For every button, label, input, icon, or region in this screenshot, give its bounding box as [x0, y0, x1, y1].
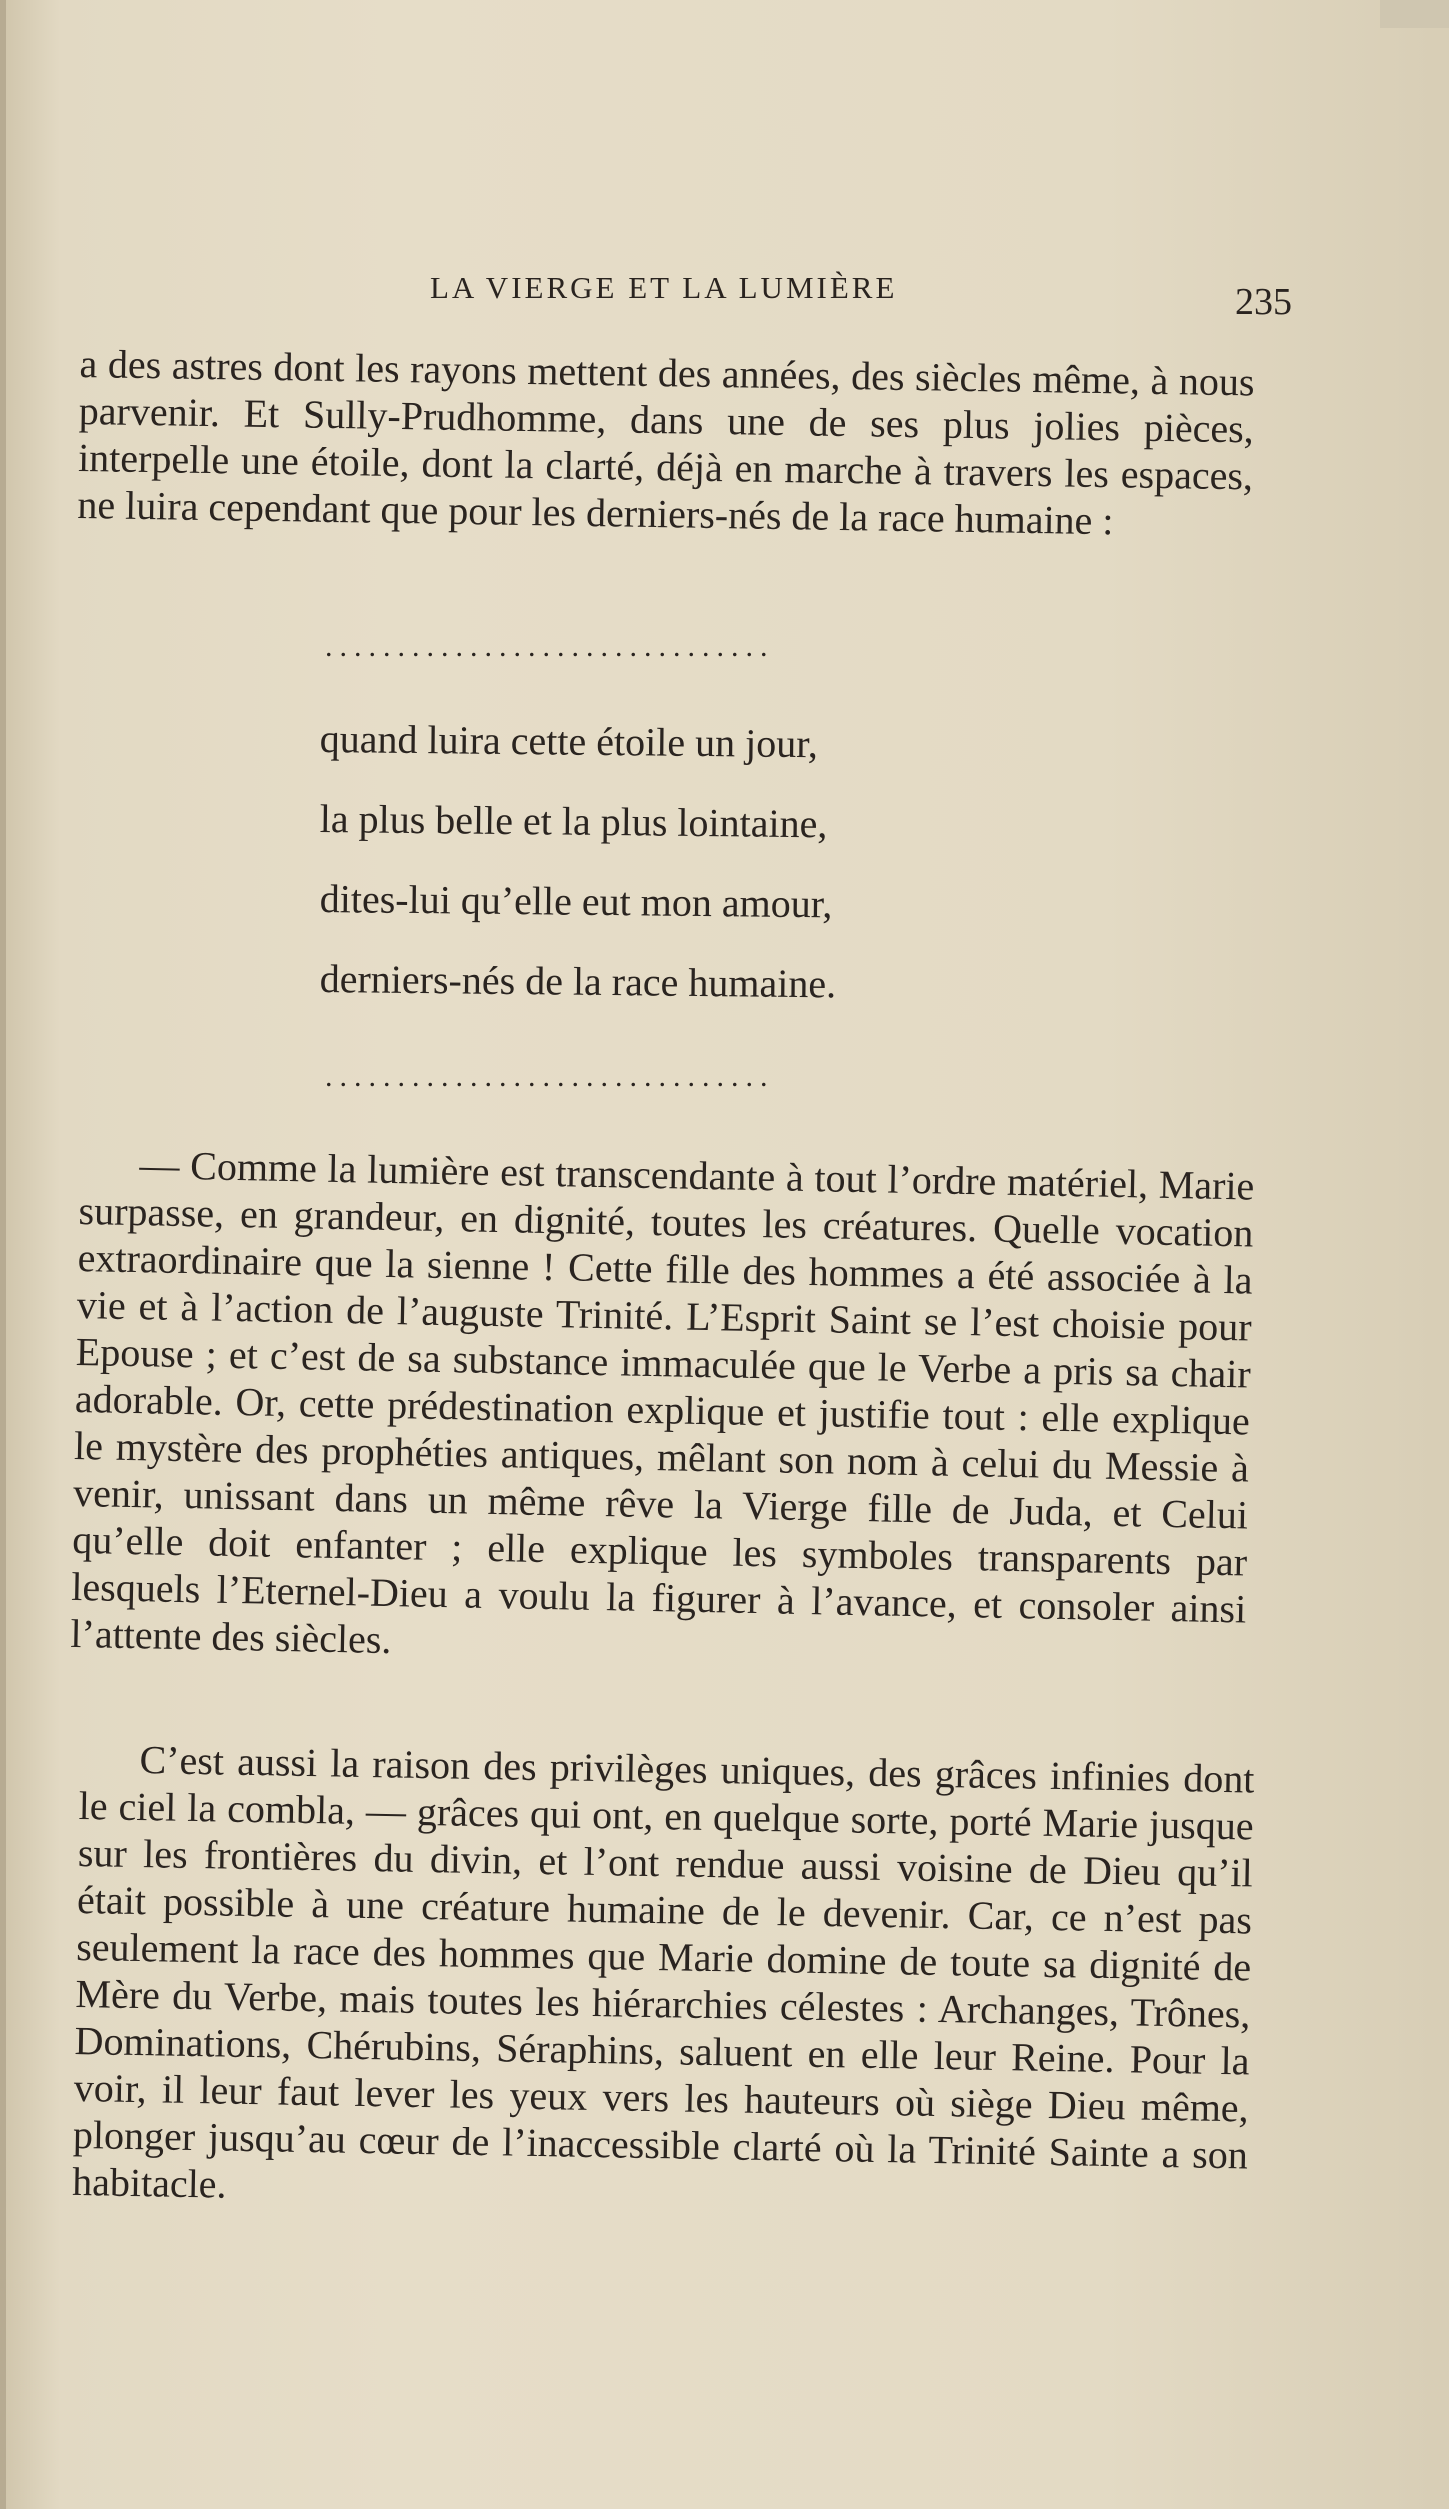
page-number: 235	[1235, 281, 1292, 323]
paragraph-text: a des astres dont les rayons mettent des années, des siècles même, à nous parvenir. Et Sully-Prudhomme, dans une de ses plus jolies pièces, interpelle une étoile, dont la clarté, déjà en marche à travers les espaces, ne luira cependant que pour les derniers-nés de la race humaine :	[77, 340, 1255, 544]
poem-line-3: dites-lui qu’elle eut mon amour,	[319, 875, 833, 927]
running-title: LA VIERGE ET LA LUMIÈRE	[430, 270, 898, 305]
paragraph-1	[77, 340, 1255, 546]
poem-line-4: derniers-nés de la race humaine.	[319, 955, 837, 1007]
page-corner	[1380, 0, 1449, 28]
paragraph-text: — Comme la lumière est transcendante à tout l’ordre matériel, Marie surpasse, en grandeur, en dignité, toutes les créatures. Quelle vocation extraordinaire que la sienne ! Cette fille des hommes a été associée à la vie et à l’action de l’auguste Trinité. L’Esprit Saint se l’est choisie pour Epouse ; et c’est de sa substance immaculée que le Verbe a pris sa chair adorable. Or, cette prédestination explique et justifie tout : elle explique le mystère des prophéties antiques, mêlant son nom à celui du Messie à venir, unissant dans un même rêve la Vierge fille de Juda, et Celui qu’elle doit enfanter ; elle explique les symboles transparents par lesquels l’Eternel-Dieu a voulu la figurer à l’avance, et consoler ainsi l’attente des siècles.	[70, 1142, 1255, 1663]
paragraph-2	[70, 1140, 1255, 1679]
poem-line-2: la plus belle et la plus lointaine,	[319, 795, 828, 847]
page-header	[60, 260, 1292, 323]
page-edge	[0, 0, 6, 2509]
poem-line-1: quand luira cette étoile un jour,	[319, 715, 819, 767]
ellipsis-top: ...............................	[325, 630, 775, 663]
paragraph-text: C’est aussi la raison des privilèges uniques, des grâces infinies dont le ciel la combla, — grâces qui ont, en quelque sorte, porté Marie jusque sur les frontières du divin, et l’ont rendue aussi voisine de Dieu qu’il était possible à une créature humaine de le devenir. Car, ce n’est pas seulement la race des hommes que Marie domine de toute sa dignité de Mère du Verbe, mais toutes les hiérarchies célestes : Archanges, Trônes, Dominations, Chérubins, Séraphins, saluent en elle leur Reine. Pour la voir, il leur faut lever les yeux vers les hauteurs où siège Dieu même, plonger jusqu’au cœur de l’inaccessible clarté où la Trinité Sainte a son habitacle.	[71, 1737, 1255, 2207]
ellipsis-bottom: ...............................	[325, 1060, 775, 1093]
paragraph-3	[72, 1735, 1255, 2225]
